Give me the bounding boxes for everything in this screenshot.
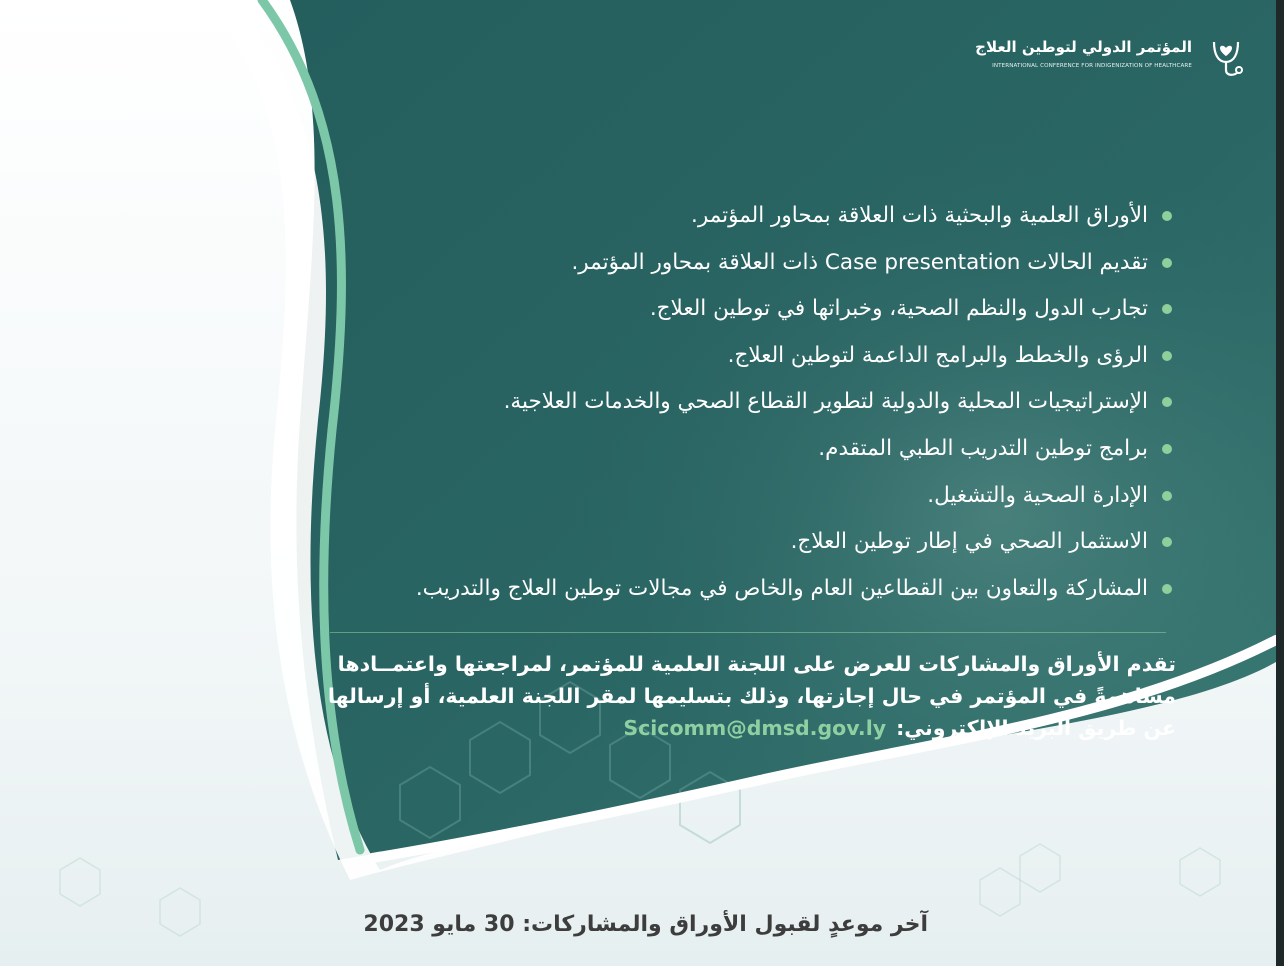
submission-line-1: تقدم الأوراق والمشاركات للعرض على اللجنة العلمية للمؤتمر، لمراجعتها واعتمــادها <box>337 652 1176 676</box>
deadline-text: آخر موعدٍ لقبول الأوراق والمشاركات: 30 مايو 2023 <box>363 912 928 937</box>
logo-title-arabic: المؤتمر الدولي لتوطين العلاج <box>975 38 1192 56</box>
topic-text: تجارب الدول والنظم الصحية، وخبراتها في توطين العلاج. <box>649 296 1148 322</box>
divider-line <box>330 632 1166 633</box>
list-item <box>272 522 1172 569</box>
topic-text: الإستراتيجيات المحلية والدولية لتطوير القطاع الصحي والخدمات العلاجية. <box>503 389 1148 415</box>
bullet-dot <box>1162 584 1172 594</box>
list-item <box>272 476 1172 523</box>
submission-line-2: مساهمةً في المؤتمر في حال إجازتها، وذلك بتسليمها لمقر اللجنة العلمية، أو إرسالها <box>327 684 1176 708</box>
submission-line-3 <box>316 712 1176 744</box>
topic-text: الاستثمار الصحي في إطار توطين العلاج. <box>790 529 1148 555</box>
logo-title-english: INTERNATIONAL CONFERENCE FOR INDIGENIZATION OF HEALTHCARE <box>992 63 1192 69</box>
topic-list <box>272 196 1172 615</box>
bullet-dot <box>1162 397 1172 407</box>
bullet-dot <box>1162 444 1172 454</box>
topic-text: الرؤى والخطط والبرامج الداعمة لتوطين العلاج. <box>727 342 1148 368</box>
bullet-dot <box>1162 351 1172 361</box>
list-item <box>272 289 1172 336</box>
bullet-dot <box>1162 304 1172 314</box>
list-item <box>272 196 1172 243</box>
conference-logo <box>948 36 1248 80</box>
bullet-dot <box>1162 258 1172 268</box>
topic-text: تقديم الحالات Case presentation ذات العلاقة بمحاور المؤتمر. <box>571 249 1148 275</box>
bullet-dot <box>1162 491 1172 501</box>
stethoscope-heart-icon <box>1204 36 1248 80</box>
list-item <box>272 243 1172 290</box>
list-item <box>272 569 1172 616</box>
topic-text: المشاركة والتعاون بين القطاعين العام والخاص في مجالات توطين العلاج والتدريب. <box>415 575 1148 601</box>
list-item <box>272 336 1172 383</box>
topic-text: برامج توطين التدريب الطبي المتقدم. <box>818 435 1148 461</box>
list-item <box>272 382 1172 429</box>
email-label: عن طريق البريد الإلكتروني: <box>896 716 1176 740</box>
topic-text: الإدارة الصحية والتشغيل. <box>927 482 1148 508</box>
bullet-dot <box>1162 211 1172 221</box>
topic-text: الأوراق العلمية والبحثية ذات العلاقة بمحاور المؤتمر. <box>691 203 1148 228</box>
right-edge-border <box>1276 0 1284 966</box>
submission-paragraph <box>316 648 1176 744</box>
bullet-dot <box>1162 537 1172 547</box>
list-item <box>272 429 1172 476</box>
email-link[interactable]: Scicomm@dmsd.gov.ly <box>623 716 887 740</box>
